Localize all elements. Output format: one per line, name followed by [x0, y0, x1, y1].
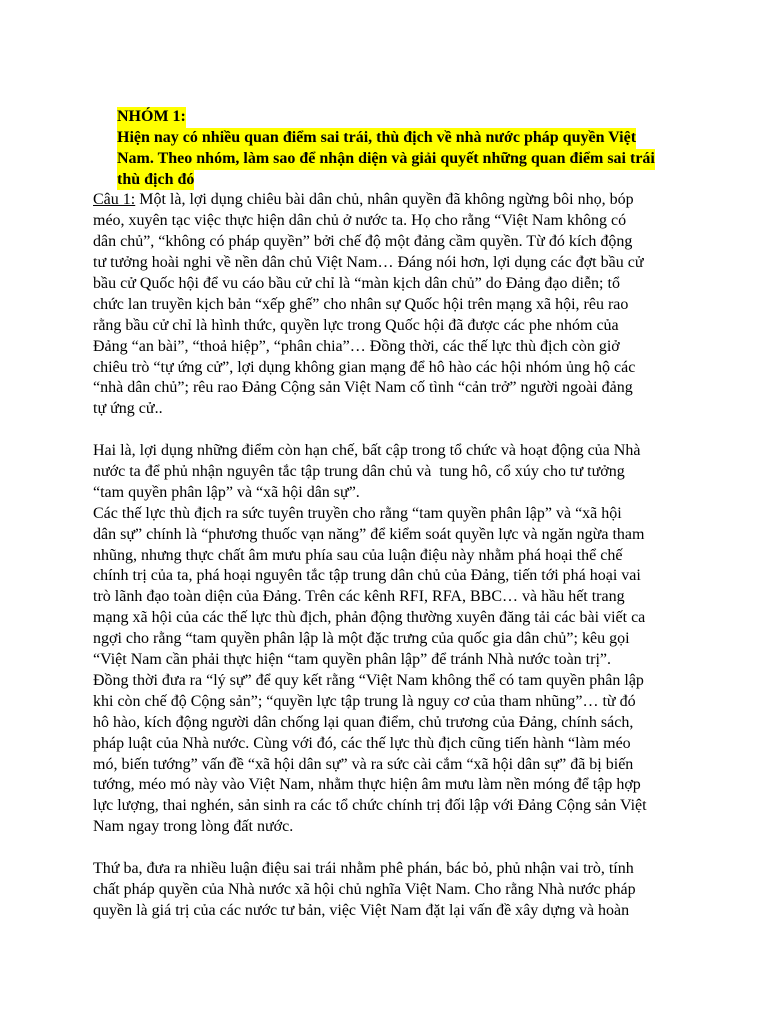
text-line: dân chủ”, “không có pháp quyền” bởi chế độ một đảng cầm quyền. Từ đó kích động: [93, 233, 633, 251]
group-title: NHÓM 1:: [117, 107, 186, 128]
text-line: khi còn chế độ Cộng sản”; “quyền lực tập trung là nguy cơ của tham nhũng”… từ đó: [93, 692, 636, 710]
line-text: Một là, lợi dụng chiêu bài dân chủ, nhân quyền đã không ngừng bôi nhọ, bóp: [139, 191, 634, 209]
text-line: [93, 190, 753, 211]
text-line: “Việt Nam cần phải thực hiện “tam quyền phân lập” để tránh Nhà nước toàn trị”.: [93, 651, 611, 669]
heading-group-line: [93, 86, 753, 125]
paragraph-one: [93, 190, 753, 420]
document-page: [93, 86, 753, 922]
text-line: dân sự” chính là “phương thuốc vạn năng” để kiểm soát quyền lực và ngăn ngừa tham: [93, 525, 645, 543]
question-text: Nam. Theo nhóm, làm sao để nhận diện và giải quyết những quan điểm sai trái: [117, 149, 655, 170]
text-line: tư tưởng hoài nghi về nền dân chủ Việt Nam… Đáng nói hơn, lợi dụng các đợt bầu cử: [93, 254, 644, 272]
question-label: Câu 1:: [93, 191, 136, 209]
text-line: mạng xã hội của các thế lực thù địch, phản động thường xuyên đăng tải các bài viết ca: [93, 609, 646, 627]
paragraph-gap: [93, 420, 753, 441]
text-line: Hai là, lợi dụng những điểm còn hạn chế, bất cập trong tổ chức và hoạt động của Nhà: [93, 442, 641, 460]
text-line: “tam quyền phân lập” và “xã hội dân sự”.: [93, 483, 360, 501]
paragraph-three: [93, 859, 753, 922]
heading-question-line: [93, 107, 753, 146]
text-line: Đảng “an bài”, “thoả hiệp”, “phân chia”… Đồng thời, các thế lực thù địch còn giở: [93, 337, 620, 355]
text-line: chiêu trò “tự ứng cử”, lợi dụng không gian mạng để hô hào các hội nhóm ủng hộ các: [93, 358, 636, 376]
text-line: tự ứng cử..: [93, 400, 163, 418]
text-line: chất pháp quyền của Nhà nước xã hội chủ nghĩa Việt Nam. Cho rằng Nhà nước pháp: [93, 880, 636, 898]
text-line: chức lan truyền kịch bản “xếp ghế” cho nhân sự Quốc hội trên mạng xã hội, rêu rao: [93, 295, 629, 313]
text-line: nước ta để phủ nhận nguyên tắc tập trung dân chủ và tung hô, cổ xúy cho tư tưởng: [93, 463, 625, 481]
text-line: rằng bầu cử chỉ là hình thức, quyền lực trong Quốc hội đã được các phe nhóm của: [93, 316, 619, 334]
text-line: Thứ ba, đưa ra nhiều luận điệu sai trái nhằm phê phán, bác bỏ, phủ nhận vai trò, tính: [93, 859, 634, 877]
document-heading: [93, 86, 753, 188]
text-line: Đồng thời đưa ra “lý sự” để quy kết rằng “Việt Nam không thể có tam quyền phân lập: [93, 671, 644, 689]
text-line: mó, biến tướng” vấn đề “xã hội dân sự” và ra sức cài cắm “xã hội dân sự” đã bị biến: [93, 755, 634, 773]
text-line: pháp luật của Nhà nước. Cùng với đó, các thế lực thù địch cũng tiến hành “làm méo: [93, 734, 631, 752]
text-line: nhũng, nhưng thực chất âm mưu phía sau của luận điệu này nhằm phá hoại thể chế: [93, 546, 623, 564]
text-line: méo, xuyên tạc việc thực hiện dân chủ ở nước ta. Họ cho rằng “Việt Nam không có: [93, 212, 627, 230]
text-line: bầu cử Quốc hội để vu cáo bầu cử chỉ là “màn kịch dân chủ” do Đảng đạo diễn; tổ: [93, 275, 620, 293]
text-line: tướng, méo mó này vào Việt Nam, nhằm thực hiện âm mưu làm nền móng để tập hợp: [93, 776, 641, 794]
paragraph-two: [93, 441, 753, 838]
text-line: chính trị của ta, phá hoại nguyên tắc tập trung dân chủ của Đảng, tiến tới phá hoại vai: [93, 567, 641, 585]
text-line: quyền là giá trị của các nước tư bản, việc Việt Nam đặt lại vấn đề xây dựng và hoàn: [93, 901, 630, 919]
question-text: thù địch đó: [117, 170, 194, 191]
text-line: Nam ngay trong lòng đất nước.: [93, 818, 294, 836]
text-line: hô hào, kích động người dân chống lại quan điểm, chủ trương của Đảng, chính sách,: [93, 713, 634, 731]
question-text: Hiện nay có nhiều quan điểm sai trái, thù địch về nhà nước pháp quyền Việt: [117, 128, 636, 149]
text-line: “nhà dân chủ”; rêu rao Đảng Cộng sản Việt Nam cố tình “cản trở” người ngoài đảng: [93, 379, 633, 397]
text-line: trò lãnh đạo toàn diện của Đảng. Trên các kênh RFI, RFA, BBC… và hầu hết trang: [93, 588, 625, 606]
text-line: lực lượng, thai nghén, sản sinh ra các tổ chức chính trị đối lập với Đảng Cộng sản Việt: [93, 797, 647, 815]
paragraph-gap: [93, 838, 753, 859]
text-line: ngợi cho rằng “tam quyền phân lập là một đặc trưng của quốc gia dân chủ”; kêu gọi: [93, 630, 630, 648]
text-line: Các thế lực thù địch ra sức tuyên truyền cho rằng “tam quyền phân lập” và “xã hội: [93, 504, 622, 522]
